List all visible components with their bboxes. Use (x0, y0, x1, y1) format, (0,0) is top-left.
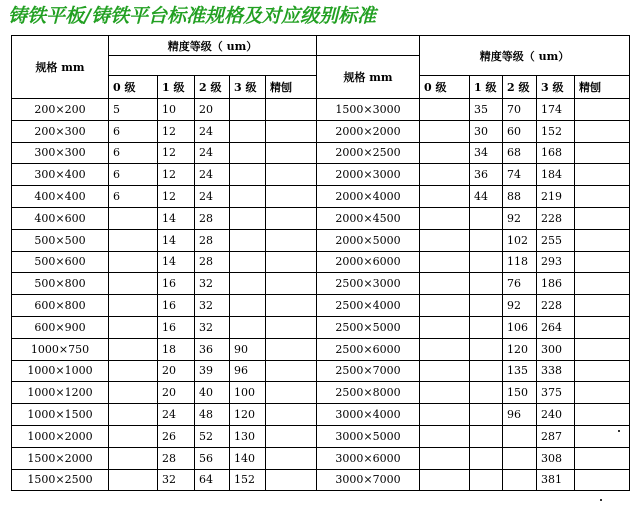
left-level-0: 0 级 (109, 76, 158, 99)
right-value-fine (575, 295, 630, 317)
table-row (12, 295, 630, 317)
right-value-fine (575, 447, 630, 469)
right-value-l1 (470, 229, 503, 251)
left-level-fine: 精刨 (266, 76, 317, 99)
left-size-cell: 300×400 (12, 164, 109, 186)
right-level-fine: 精刨 (575, 76, 630, 99)
left-value-l3 (230, 99, 266, 121)
right-value-l0 (420, 338, 470, 360)
left-value-l0 (109, 251, 158, 273)
left-value-l3 (230, 273, 266, 295)
left-value-l0 (109, 273, 158, 295)
right-size-cell: 2500×3000 (317, 273, 420, 295)
left-value-l2: 28 (195, 251, 230, 273)
right-value-fine (575, 469, 630, 491)
page-title: 铸铁平板/铸铁平台标准规格及对应级别标准 (8, 5, 376, 27)
left-value-l3 (230, 164, 266, 186)
left-value-fine (266, 447, 317, 469)
left-value-l1: 14 (158, 229, 195, 251)
left-value-l1: 28 (158, 447, 195, 469)
right-value-l3: 186 (537, 273, 575, 295)
right-value-fine (575, 164, 630, 186)
right-value-l1: 44 (470, 186, 503, 208)
right-value-l2 (503, 469, 537, 491)
table-row (12, 164, 630, 186)
left-value-l1: 10 (158, 99, 195, 121)
right-value-l0 (420, 447, 470, 469)
left-value-l0 (109, 316, 158, 338)
right-size-cell: 2000×5000 (317, 229, 420, 251)
right-value-l2: 102 (503, 229, 537, 251)
left-value-l0 (109, 469, 158, 491)
right-value-l0 (420, 164, 470, 186)
right-value-fine (575, 382, 630, 404)
right-value-fine (575, 273, 630, 295)
right-value-l3: 338 (537, 360, 575, 382)
right-value-l1: 34 (470, 142, 503, 164)
right-value-l0 (420, 229, 470, 251)
left-size-cell: 1000×1000 (12, 360, 109, 382)
left-value-l2: 32 (195, 273, 230, 295)
left-value-l2: 20 (195, 99, 230, 121)
left-value-l0 (109, 207, 158, 229)
left-value-l3: 90 (230, 338, 266, 360)
table-row (12, 404, 630, 426)
left-value-l3: 130 (230, 425, 266, 447)
left-size-cell: 200×200 (12, 99, 109, 121)
left-level-1: 1 级 (158, 76, 195, 99)
table-row (12, 99, 630, 121)
left-value-l1: 16 (158, 295, 195, 317)
left-value-fine (266, 164, 317, 186)
left-size-cell: 200×300 (12, 120, 109, 142)
left-value-l2: 28 (195, 207, 230, 229)
right-value-l2: 88 (503, 186, 537, 208)
right-size-cell: 2000×6000 (317, 251, 420, 273)
left-size-cell: 500×500 (12, 229, 109, 251)
right-value-l2: 92 (503, 295, 537, 317)
right-value-l0 (420, 142, 470, 164)
left-value-l2: 32 (195, 295, 230, 317)
left-value-l3 (230, 120, 266, 142)
right-value-l0 (420, 295, 470, 317)
right-value-l1: 30 (470, 120, 503, 142)
left-size-cell: 300×300 (12, 142, 109, 164)
left-value-l1: 20 (158, 360, 195, 382)
right-size-cell: 2000×4500 (317, 207, 420, 229)
left-size-cell: 400×400 (12, 186, 109, 208)
right-value-fine (575, 404, 630, 426)
right-value-l3: 381 (537, 469, 575, 491)
left-value-l3 (230, 142, 266, 164)
left-value-l3: 140 (230, 447, 266, 469)
left-size-cell: 1000×750 (12, 338, 109, 360)
right-value-l1 (470, 251, 503, 273)
left-value-l1: 24 (158, 404, 195, 426)
left-value-l0 (109, 360, 158, 382)
right-value-fine (575, 186, 630, 208)
right-value-l0 (420, 404, 470, 426)
right-value-l2: 76 (503, 273, 537, 295)
right-value-fine (575, 207, 630, 229)
table-row (12, 447, 630, 469)
left-value-l1: 20 (158, 382, 195, 404)
left-value-fine (266, 120, 317, 142)
left-value-l1: 12 (158, 142, 195, 164)
left-value-l3: 100 (230, 382, 266, 404)
right-value-fine (575, 251, 630, 273)
left-value-fine (266, 207, 317, 229)
right-value-l2: 150 (503, 382, 537, 404)
right-size-cell: 2500×5000 (317, 316, 420, 338)
right-size-cell: 3000×4000 (317, 404, 420, 426)
right-value-l1 (470, 425, 503, 447)
spec-table (11, 35, 630, 491)
left-value-l1: 12 (158, 186, 195, 208)
left-value-l1: 18 (158, 338, 195, 360)
table-row (12, 229, 630, 251)
left-size-cell: 1500×2000 (12, 447, 109, 469)
left-level-2: 2 级 (195, 76, 230, 99)
left-value-l0 (109, 404, 158, 426)
left-size-cell: 1500×2500 (12, 469, 109, 491)
right-precision-header: 精度等级（ um） (420, 36, 630, 76)
right-value-l1 (470, 360, 503, 382)
table-row (12, 425, 630, 447)
right-value-l3: 240 (537, 404, 575, 426)
right-value-l0 (420, 186, 470, 208)
right-size-cell: 2500×7000 (317, 360, 420, 382)
right-value-l2 (503, 425, 537, 447)
right-value-l3: 293 (537, 251, 575, 273)
left-size-cell: 1000×2000 (12, 425, 109, 447)
right-value-fine (575, 120, 630, 142)
right-size-cell: 3000×6000 (317, 447, 420, 469)
left-value-fine (266, 316, 317, 338)
right-value-l2: 92 (503, 207, 537, 229)
left-size-cell: 1000×1200 (12, 382, 109, 404)
left-value-l1: 14 (158, 207, 195, 229)
right-value-l0 (420, 99, 470, 121)
left-value-l3: 152 (230, 469, 266, 491)
right-value-l0 (420, 273, 470, 295)
right-value-l0 (420, 425, 470, 447)
right-value-fine (575, 338, 630, 360)
right-value-l3: 300 (537, 338, 575, 360)
right-value-l2 (503, 447, 537, 469)
left-value-fine (266, 425, 317, 447)
stray-dot (618, 430, 620, 432)
right-value-l3: 308 (537, 447, 575, 469)
right-value-l1 (470, 338, 503, 360)
table-row (12, 120, 630, 142)
left-size-cell: 400×600 (12, 207, 109, 229)
left-value-fine (266, 273, 317, 295)
left-value-l0 (109, 295, 158, 317)
right-size-cell: 2000×2500 (317, 142, 420, 164)
left-size-cell: 600×800 (12, 295, 109, 317)
right-value-l1: 36 (470, 164, 503, 186)
right-size-cell: 1500×3000 (317, 99, 420, 121)
right-value-l2: 70 (503, 99, 537, 121)
table-row (12, 273, 630, 295)
left-value-l2: 36 (195, 338, 230, 360)
left-value-fine (266, 99, 317, 121)
right-level-2: 2 级 (503, 76, 537, 99)
left-value-l0: 6 (109, 186, 158, 208)
right-value-l2: 96 (503, 404, 537, 426)
left-size-cell: 600×900 (12, 316, 109, 338)
left-value-l3 (230, 295, 266, 317)
left-value-l2: 52 (195, 425, 230, 447)
left-size-cell: 1000×1500 (12, 404, 109, 426)
left-size-header: 规格 mm (12, 36, 109, 99)
left-value-l0 (109, 447, 158, 469)
left-value-l2: 39 (195, 360, 230, 382)
left-value-l1: 12 (158, 164, 195, 186)
left-value-l1: 16 (158, 273, 195, 295)
right-level-0: 0 级 (420, 76, 470, 99)
right-value-l2: 120 (503, 338, 537, 360)
left-value-l0 (109, 338, 158, 360)
right-size-cell: 2000×3000 (317, 164, 420, 186)
left-value-l2: 48 (195, 404, 230, 426)
table-row (12, 207, 630, 229)
right-value-l1 (470, 382, 503, 404)
left-value-l2: 24 (195, 186, 230, 208)
left-value-l0 (109, 425, 158, 447)
left-value-l2: 28 (195, 229, 230, 251)
left-value-l0: 6 (109, 120, 158, 142)
right-value-l3: 228 (537, 295, 575, 317)
right-value-l0 (420, 360, 470, 382)
left-value-l1: 16 (158, 316, 195, 338)
right-value-l3: 184 (537, 164, 575, 186)
right-value-l1 (470, 447, 503, 469)
right-size-cell: 2500×6000 (317, 338, 420, 360)
right-value-fine (575, 99, 630, 121)
right-value-l3: 375 (537, 382, 575, 404)
left-value-fine (266, 360, 317, 382)
right-value-l2: 118 (503, 251, 537, 273)
right-value-l0 (420, 251, 470, 273)
right-value-fine (575, 229, 630, 251)
right-value-fine (575, 360, 630, 382)
header-row-top (12, 36, 630, 56)
left-value-l0 (109, 382, 158, 404)
left-value-l3: 120 (230, 404, 266, 426)
left-header-blank (109, 56, 317, 76)
left-value-l1: 12 (158, 120, 195, 142)
left-value-fine (266, 251, 317, 273)
right-value-l1 (470, 273, 503, 295)
left-value-l2: 24 (195, 142, 230, 164)
left-value-fine (266, 382, 317, 404)
right-value-l0 (420, 316, 470, 338)
right-size-cell: 2500×8000 (317, 382, 420, 404)
table-row (12, 186, 630, 208)
left-size-cell: 500×600 (12, 251, 109, 273)
left-value-l3 (230, 316, 266, 338)
left-value-l0: 6 (109, 164, 158, 186)
left-value-l3 (230, 186, 266, 208)
right-value-l3: 287 (537, 425, 575, 447)
table-row (12, 251, 630, 273)
table-row (12, 382, 630, 404)
right-size-cell: 2000×4000 (317, 186, 420, 208)
left-value-l3 (230, 207, 266, 229)
right-header-blank (317, 36, 420, 56)
left-value-fine (266, 186, 317, 208)
right-level-1: 1 级 (470, 76, 503, 99)
right-value-l1 (470, 404, 503, 426)
left-level-3: 3 级 (230, 76, 266, 99)
right-value-l1 (470, 316, 503, 338)
right-value-l0 (420, 207, 470, 229)
left-value-l2: 32 (195, 316, 230, 338)
right-value-l2: 106 (503, 316, 537, 338)
left-value-l2: 24 (195, 120, 230, 142)
left-value-fine (266, 229, 317, 251)
left-value-l3: 96 (230, 360, 266, 382)
left-value-l1: 14 (158, 251, 195, 273)
left-value-fine (266, 295, 317, 317)
stray-dot (600, 499, 602, 501)
left-value-l3 (230, 251, 266, 273)
left-value-l2: 64 (195, 469, 230, 491)
right-value-l2: 60 (503, 120, 537, 142)
right-size-cell: 2000×2000 (317, 120, 420, 142)
right-value-l0 (420, 382, 470, 404)
table-row (12, 142, 630, 164)
table-row (12, 360, 630, 382)
right-size-cell: 3000×5000 (317, 425, 420, 447)
right-value-l2: 135 (503, 360, 537, 382)
left-value-l3 (230, 229, 266, 251)
right-value-l0 (420, 469, 470, 491)
right-value-l2: 68 (503, 142, 537, 164)
right-value-fine (575, 425, 630, 447)
right-value-l1: 35 (470, 99, 503, 121)
left-value-l2: 56 (195, 447, 230, 469)
right-value-fine (575, 142, 630, 164)
right-size-cell: 2500×4000 (317, 295, 420, 317)
right-value-l3: 255 (537, 229, 575, 251)
right-value-l3: 152 (537, 120, 575, 142)
right-value-fine (575, 316, 630, 338)
right-value-l3: 228 (537, 207, 575, 229)
left-value-fine (266, 338, 317, 360)
left-value-fine (266, 404, 317, 426)
left-value-fine (266, 469, 317, 491)
right-size-cell: 3000×7000 (317, 469, 420, 491)
right-value-l0 (420, 120, 470, 142)
table-row (12, 338, 630, 360)
table-row (12, 316, 630, 338)
left-value-l2: 24 (195, 164, 230, 186)
left-value-l0: 6 (109, 142, 158, 164)
right-value-l1 (470, 207, 503, 229)
left-value-l1: 26 (158, 425, 195, 447)
right-level-3: 3 级 (537, 76, 575, 99)
right-value-l1 (470, 469, 503, 491)
left-precision-header: 精度等级（ um） (109, 36, 317, 56)
left-size-cell: 500×800 (12, 273, 109, 295)
right-value-l3: 219 (537, 186, 575, 208)
right-value-l3: 264 (537, 316, 575, 338)
right-value-l2: 74 (503, 164, 537, 186)
left-value-l0 (109, 229, 158, 251)
table-row (12, 469, 630, 491)
left-value-l0: 5 (109, 99, 158, 121)
right-value-l3: 168 (537, 142, 575, 164)
right-value-l3: 174 (537, 99, 575, 121)
left-value-l1: 32 (158, 469, 195, 491)
right-size-header: 规格 mm (317, 56, 420, 99)
left-value-fine (266, 142, 317, 164)
right-value-l1 (470, 295, 503, 317)
left-value-l2: 40 (195, 382, 230, 404)
